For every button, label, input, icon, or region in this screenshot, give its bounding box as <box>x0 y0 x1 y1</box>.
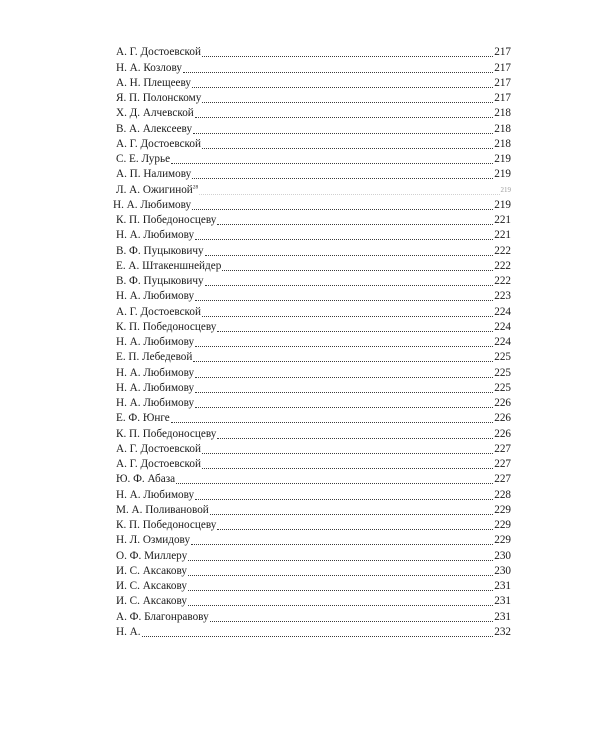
dot-leader <box>195 401 493 408</box>
toc-entry-page-number: 222 <box>494 259 511 272</box>
toc-entry <box>116 136 511 151</box>
dot-leader <box>217 432 493 439</box>
toc-entry-name: Ю. Ф. Абаза <box>116 473 176 486</box>
toc-entry-name: Н. А. Любимову <box>113 198 192 211</box>
toc-entry-name: С. Е. Лурье <box>116 153 171 165</box>
toc-entry-page-number: 219 <box>500 185 511 194</box>
dot-leader <box>210 508 493 515</box>
toc-entry-page-number: 219 <box>494 153 511 165</box>
toc-entry-page-number: 226 <box>494 412 511 425</box>
dot-leader <box>217 218 493 225</box>
toc-entry-name: К. П. Победоносцеву <box>116 427 217 440</box>
footnote-marker: 28 <box>192 183 199 190</box>
toc-entry-name: А. П. Налимову <box>116 168 192 181</box>
toc-entry <box>116 380 511 395</box>
toc-entry <box>116 151 511 166</box>
toc-entry <box>116 227 511 242</box>
dot-leader <box>188 554 493 561</box>
dot-leader <box>202 447 493 454</box>
toc-entry <box>116 425 511 440</box>
dot-leader <box>202 50 493 57</box>
dot-leader <box>171 416 493 423</box>
toc-entry-name: Е. Ф. Юнге <box>116 412 170 425</box>
dot-leader <box>202 310 493 317</box>
toc-entry <box>116 502 511 517</box>
toc-entry-name: Н. А. Любимову <box>116 229 195 242</box>
toc-entry-name: К. П. Победоносцеву <box>116 519 217 531</box>
toc-entry-name: Н. А. <box>116 625 141 638</box>
dot-leader <box>188 569 493 576</box>
table-of-contents <box>113 44 511 639</box>
dot-leader <box>217 325 493 332</box>
toc-entry-page-number: 226 <box>494 397 511 409</box>
toc-entry-name: Н. А. Любимову <box>116 366 195 379</box>
dot-leader <box>202 462 493 469</box>
toc-entry-name: В. Ф. Пуцыковичу <box>116 275 204 287</box>
toc-entry-name: Я. П. Полонскому <box>116 92 202 104</box>
toc-entry-page-number: 231 <box>494 595 511 608</box>
toc-entry <box>116 624 511 639</box>
toc-entry-page-number: 222 <box>494 275 511 287</box>
toc-entry-page-number: 217 <box>494 92 511 104</box>
toc-entry-page-number: 217 <box>494 46 511 59</box>
toc-entry-name: Л. А. Ожигиной <box>116 183 193 196</box>
toc-entry-page-number: 219 <box>494 168 511 181</box>
dot-leader <box>202 96 493 103</box>
toc-entry-page-number: 225 <box>494 366 511 379</box>
dot-leader <box>195 371 493 378</box>
toc-entry-name: Н. А. Козлову <box>116 61 182 74</box>
toc-entry <box>116 593 511 608</box>
dot-leader <box>191 538 493 545</box>
toc-entry-name: Н. Л. Озмидову <box>116 534 191 547</box>
toc-entry-page-number: 231 <box>494 580 511 592</box>
toc-entry-name: Х. Д. Алчевской <box>116 107 194 120</box>
toc-entry <box>116 319 511 334</box>
dot-leader <box>192 81 493 88</box>
toc-entry <box>116 303 511 318</box>
toc-entry-page-number: 223 <box>494 290 511 303</box>
toc-entry-page-number: 227 <box>494 473 511 486</box>
toc-entry <box>116 608 511 623</box>
toc-entry-page-number: 217 <box>494 61 511 74</box>
toc-entry <box>116 532 511 547</box>
toc-entry <box>116 120 511 135</box>
toc-entry-page-number: 218 <box>494 122 511 135</box>
toc-entry <box>116 547 511 562</box>
dot-leader <box>195 111 493 118</box>
toc-entry <box>116 486 511 501</box>
toc-entry-page-number: 231 <box>494 610 511 623</box>
toc-entry-page-number: 218 <box>494 107 511 120</box>
toc-entry-page-number: 225 <box>494 351 511 364</box>
dot-leader <box>188 584 493 591</box>
toc-entry-page-number: 230 <box>494 564 511 577</box>
toc-entry-name: А. Н. Плещееву <box>116 76 192 89</box>
toc-entry-name: М. А. Поливановой <box>116 503 209 516</box>
dot-leader <box>183 66 493 73</box>
toc-entry <box>116 349 511 364</box>
toc-entry-page-number: 224 <box>494 305 511 318</box>
toc-entry <box>116 44 511 59</box>
dot-leader <box>195 233 493 240</box>
dot-leader <box>222 264 493 271</box>
toc-entry-page-number: 224 <box>494 336 511 348</box>
toc-entry <box>116 242 511 257</box>
toc-entry-name: А. Ф. Благонравову <box>116 610 209 623</box>
dot-leader <box>195 386 493 393</box>
dot-leader <box>199 188 499 195</box>
toc-entry <box>116 471 511 486</box>
dot-leader <box>171 157 493 164</box>
toc-entry-name: А. Г. Достоевской <box>116 458 202 470</box>
toc-entry-page-number: 221 <box>494 229 511 242</box>
toc-entry-page-number: 228 <box>494 488 511 501</box>
toc-entry-name: Е. А. Штакеншнейдер <box>116 259 222 272</box>
toc-entry <box>116 273 511 288</box>
toc-entry <box>116 364 511 379</box>
toc-entry-page-number: 226 <box>494 427 511 440</box>
toc-entry <box>113 197 511 212</box>
dot-leader <box>195 493 493 500</box>
toc-entry <box>116 212 511 227</box>
toc-entry-page-number: 229 <box>494 519 511 531</box>
dot-leader <box>217 523 493 530</box>
toc-entry <box>116 563 511 578</box>
toc-entry <box>116 166 511 181</box>
toc-entry-name: Н. А. Любимову <box>116 381 195 394</box>
toc-entry-name: Н. А. Любимову <box>116 336 195 348</box>
dot-leader <box>205 279 494 286</box>
toc-entry-page-number: 227 <box>494 442 511 455</box>
toc-entry-name: В. Ф. Пуцыковичу <box>116 244 204 257</box>
toc-entry-name: К. П. Победоносцеву <box>116 320 217 333</box>
dot-leader <box>192 172 493 179</box>
toc-entry-page-number: 224 <box>494 320 511 333</box>
toc-entry-name: Н. А. Любимову <box>116 488 195 501</box>
toc-entry <box>116 334 511 349</box>
dot-leader <box>195 340 493 347</box>
toc-entry-name: О. Ф. Миллеру <box>116 549 188 562</box>
dot-leader <box>193 127 493 134</box>
toc-entry-name: Н. А. Любимову <box>116 397 195 409</box>
toc-entry-page-number: 222 <box>494 244 511 257</box>
dot-leader <box>192 203 493 210</box>
dot-leader <box>188 599 493 606</box>
toc-entry <box>116 410 511 425</box>
toc-entry-page-number: 230 <box>494 549 511 562</box>
toc-entry-name: А. Г. Достоевской <box>116 137 202 150</box>
toc-entry-page-number: 218 <box>494 137 511 150</box>
toc-entry-name: А. Г. Достоевской <box>116 46 202 59</box>
toc-entry-name: А. Г. Достоевской <box>116 305 202 318</box>
toc-entry-name: А. Г. Достоевской <box>116 442 202 455</box>
dot-leader <box>176 477 493 484</box>
dot-leader <box>195 294 493 301</box>
toc-entry <box>116 258 511 273</box>
dot-leader <box>205 249 494 256</box>
toc-entry <box>116 59 511 74</box>
toc-entry-page-number: 227 <box>494 458 511 470</box>
toc-entry-name: И. С. Аксакову <box>116 564 187 577</box>
toc-entry-page-number: 229 <box>494 503 511 516</box>
dot-leader <box>210 615 494 622</box>
dot-leader <box>202 142 493 149</box>
toc-entry-page-number: 217 <box>494 76 511 89</box>
dot-leader <box>142 630 494 637</box>
toc-entry <box>116 75 511 90</box>
toc-entry <box>116 578 511 593</box>
toc-entry-name: В. А. Алексееву <box>116 122 193 135</box>
toc-entry-page-number: 219 <box>494 198 511 211</box>
toc-entry-name-with-footnote <box>116 184 198 197</box>
toc-entry-name: И. С. Аксакову <box>116 595 187 608</box>
toc-entry-page-number: 221 <box>494 214 511 226</box>
toc-entry-page-number: 229 <box>494 534 511 547</box>
toc-entry <box>116 90 511 105</box>
toc-entry <box>116 395 511 410</box>
toc-entry <box>116 456 511 471</box>
toc-entry <box>116 517 511 532</box>
toc-entry-page-number: 232 <box>494 625 511 638</box>
toc-entry-name: Н. А. Любимову <box>116 290 195 303</box>
dot-leader <box>193 355 493 362</box>
toc-entry <box>116 181 511 196</box>
toc-entry <box>116 441 511 456</box>
toc-entry-page-number: 225 <box>494 381 511 394</box>
toc-entry <box>116 288 511 303</box>
toc-entry-name: Е. П. Лебедевой <box>116 351 193 364</box>
toc-entry-name: И. С. Аксакову <box>116 580 187 592</box>
toc-entry <box>116 105 511 120</box>
toc-entry-name: К. П. Победоносцеву <box>116 214 217 226</box>
